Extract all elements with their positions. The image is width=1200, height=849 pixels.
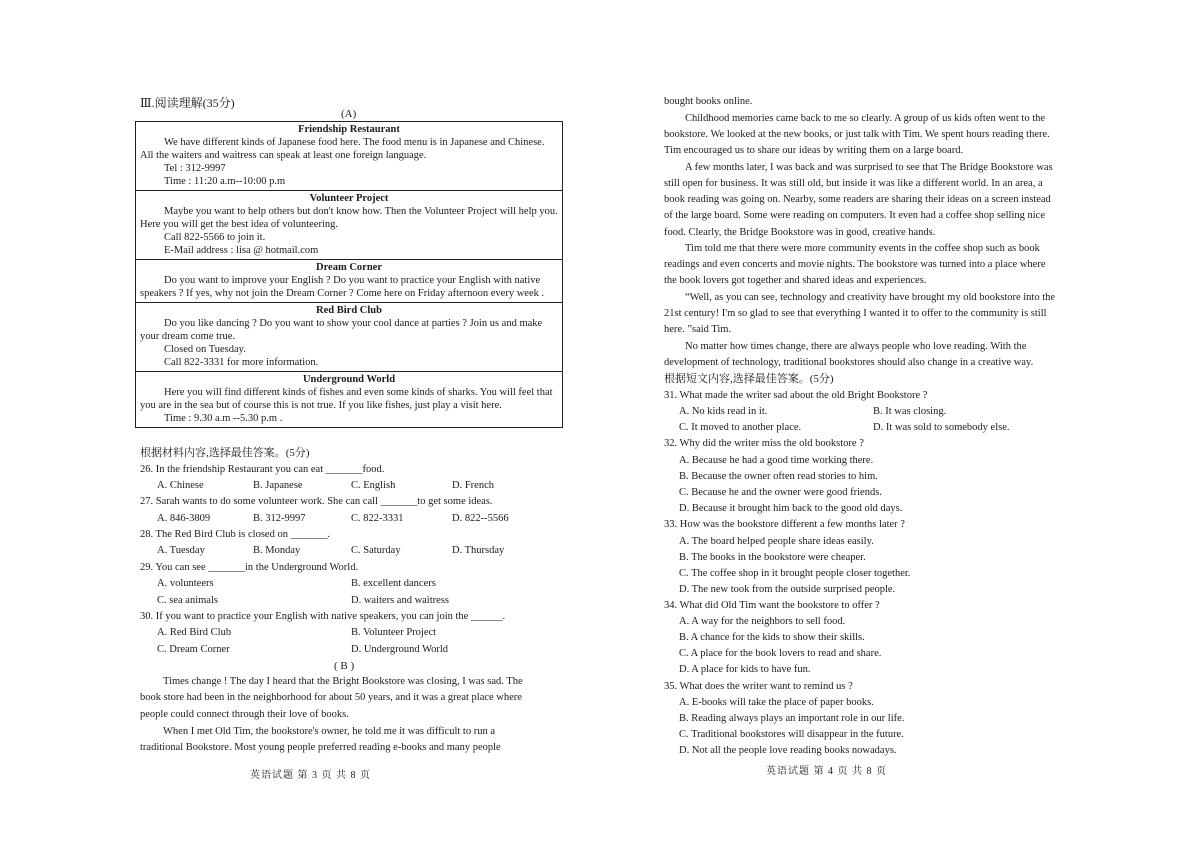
question-34: 34. What did Old Tim want the bookstore to offer ? [664, 600, 880, 611]
passage-line: bookstore. We looked at the new books, or just talk with Tim. We spent hours reading there. [664, 129, 1050, 140]
option: D. The new took from the outside surprised people. [679, 584, 896, 595]
option: D. Underground World [351, 644, 449, 655]
ad-title: Dream Corner [316, 262, 382, 273]
passage-line: When I met Old Tim, the bookstore's owner, he told me it was difficult to run a [163, 726, 495, 737]
option: A. Red Bird Club [157, 627, 232, 638]
ad-call: Call 822-5566 to join it. [164, 232, 266, 243]
section-title: Ⅲ.阅读理解(35分) [140, 96, 235, 110]
passage-line: readings and even concerts and movie nights. The bookstore was turned into a place where [664, 259, 1046, 270]
instruction: 根据材料内容,选择最佳答案。(5分) [140, 447, 310, 459]
option: A. E-books will take the place of paper books. [679, 697, 874, 708]
question-27: 27. Sarah wants to do some volunteer work. She can call _______to get some ideas. [140, 496, 493, 507]
option: B. A chance for the kids to show their skills. [679, 632, 865, 643]
passage-line: 21st century! I'm so glad to see that everything I wanted it to offer to the community is still [664, 308, 1047, 319]
ad-volunteer-project [136, 190, 562, 259]
passage-line: traditional Bookstore. Most young people preferred reading e-books and many people [140, 742, 501, 753]
option: C. Saturday [351, 545, 401, 556]
passage-line: book store had been in the neighborhood for about 50 years, and it was a great place where [140, 692, 522, 703]
question-32: 32. Why did the writer miss the old bookstore ? [664, 438, 864, 449]
ad-text: Do you want to improve your English ? Do you want to practice your English with native speakers ? If yes, why not join the Dream Corner ? Come here on Friday afternoon every week . [140, 275, 545, 299]
option: D. Thursday [452, 545, 505, 556]
option: C. Because he and the owner were good friends. [679, 487, 882, 498]
option: C. It moved to another place. [679, 422, 802, 433]
option: C. sea animals [157, 595, 218, 606]
option: C. English [351, 480, 396, 491]
question-33: 33. How was the bookstore different a few months later ? [664, 519, 905, 530]
question-35: 35. What does the writer want to remind us ? [664, 681, 853, 692]
option: D. waiters and waitress [351, 595, 449, 606]
part-b-label: ( B ) [334, 660, 355, 672]
passage-line: No matter how times change, there are always people who love reading. With the [685, 341, 1027, 352]
passage-line: the book lovers got together and shared ideas and experiences. [664, 275, 927, 286]
question-31: 31. What made the writer sad about the old Bright Bookstore ? [664, 390, 928, 401]
option: B. The books in the bookstore were cheaper. [679, 552, 866, 563]
ad-text: Do you like dancing ? Do you want to show your cool dance at parties ? Join us and make your dream come true. [140, 318, 543, 342]
option: B. Reading always plays an important role in our life. [679, 713, 905, 724]
page-footer: 英语试题 第 3 页 共 8 页 [250, 770, 371, 781]
ad-closed: Closed on Tuesday. [164, 344, 246, 355]
ads-table [135, 121, 563, 428]
option: D. Not all the people love reading books nowadays. [679, 745, 897, 756]
ad-red-bird-club [136, 302, 562, 371]
passage-line: of the large board. Some were reading on computers. It even had a coffee shop selling nice [664, 210, 1045, 221]
question-26: 26. In the friendship Restaurant you can eat _______food. [140, 464, 385, 475]
passage-line: people could connect through their love of books. [140, 709, 349, 720]
passage-line: Tim encouraged us to share our ideas by writing them on a large board. [664, 145, 964, 156]
passage-line: Childhood memories came back to me so clearly. A group of us kids often went to the [685, 113, 1046, 124]
option: A. Chinese [157, 480, 204, 491]
ad-email: E-Mail address : lisa @ hotmail.com [164, 245, 319, 256]
ad-text: Maybe you want to help others but don't know how. Then the Volunteer Project will help you. Here you will get the best idea of volunteering. [140, 206, 558, 230]
ad-title: Red Bird Club [316, 305, 382, 316]
passage-line: food. Clearly, the Bridge Bookstore was in good, creative hands. [664, 227, 936, 238]
ad-title: Underground World [302, 374, 396, 385]
option: B. Monday [253, 545, 301, 556]
option: B. Because the owner often read stories to him. [679, 471, 878, 482]
passage-line: Tim told me that there were more community events in the coffee shop such as book [685, 243, 1040, 254]
option: A. volunteers [157, 578, 214, 589]
ad-text: We have different kinds of Japanese food here. The food menu is in Japanese and Chinese. All the waiters and waitress can speak at least one foreign language. [140, 137, 545, 161]
passage-line: still open for business. It was still old, but inside it was like a different world. In an area, a [664, 178, 1043, 189]
option: B. Japanese [253, 480, 303, 491]
passage-line: “Well, as you can see, technology and creativity have brought my old bookstore into the [685, 292, 1056, 303]
ad-dream-corner [136, 259, 562, 302]
option: B. Volunteer Project [351, 627, 437, 638]
ad-time: Time : 11:20 a.m--10:00 p.m [164, 176, 286, 187]
option: A. Because he had a good time working there. [679, 455, 874, 466]
instruction: 根据短文内容,选择最佳答案。(5分) [664, 373, 834, 385]
option: D. French [452, 480, 494, 491]
option: A. The board helped people share ideas easily. [679, 536, 874, 547]
option: C. Traditional bookstores will disappear in the future. [679, 729, 904, 740]
passage-line: development of technology, traditional bookstores should also change in a creative way. [664, 357, 1034, 368]
passage-line: bought books online. [664, 96, 753, 107]
question-29: 29. You can see _______in the Underground World. [140, 562, 359, 573]
part-a-label: (A) [341, 108, 357, 120]
passage-line: Times change ! The day I heard that the Bright Bookstore was closing, I was sad. The [163, 676, 523, 687]
passage-line: here. ”said Tim. [664, 324, 732, 335]
option: D. A place for kids to have fun. [679, 664, 811, 675]
option: C. 822-3331 [351, 513, 404, 524]
option: C. The coffee shop in it brought people closer together. [679, 568, 911, 579]
option: A. 846-3809 [157, 513, 211, 524]
option: D. It was sold to somebody else. [873, 422, 1010, 433]
option: D. Because it brought him back to the good old days. [679, 503, 903, 514]
ad-time: Time : 9.30 a.m --5.30 p.m . [164, 413, 283, 424]
ad-tel: Tel : 312-9997 [164, 163, 226, 174]
option: B. excellent dancers [351, 578, 436, 589]
ad-title: Friendship Restaurant [298, 124, 400, 135]
option: A. No kids read in it. [679, 406, 768, 417]
option: B. 312-9997 [253, 513, 306, 524]
ad-text: Here you will find different kinds of fishes and even some kinds of sharks. You will feel that you are in the sea but of course this is not true. If you like fishes, just play a visit here. [140, 387, 553, 411]
ad-title: Volunteer Project [309, 193, 389, 204]
option: C. A place for the book lovers to read and share. [679, 648, 882, 659]
option: C. Dream Corner [157, 644, 230, 655]
option: B. It was closing. [873, 406, 947, 417]
ad-friendship-restaurant [136, 122, 562, 190]
passage-line: book reading was going on. Nearby, some readers are sharing their ideas on a screen instead [664, 194, 1051, 205]
option: D. 822--5566 [452, 513, 509, 524]
question-28: 28. The Red Bird Club is closed on _______. [140, 529, 330, 540]
ad-call: Call 822-3331 for more information. [164, 357, 319, 368]
option: A. Tuesday [157, 545, 205, 556]
ad-underground-world [136, 371, 562, 427]
passage-line: A few months later, I was back and was surprised to see that The Bridge Bookstore was [685, 162, 1053, 173]
page-footer: 英语试题 第 4 页 共 8 页 [766, 766, 887, 777]
question-30: 30. If you want to practice your English with native speakers, you can join the ______. [140, 611, 506, 622]
option: A. A way for the neighbors to sell food. [679, 616, 846, 627]
